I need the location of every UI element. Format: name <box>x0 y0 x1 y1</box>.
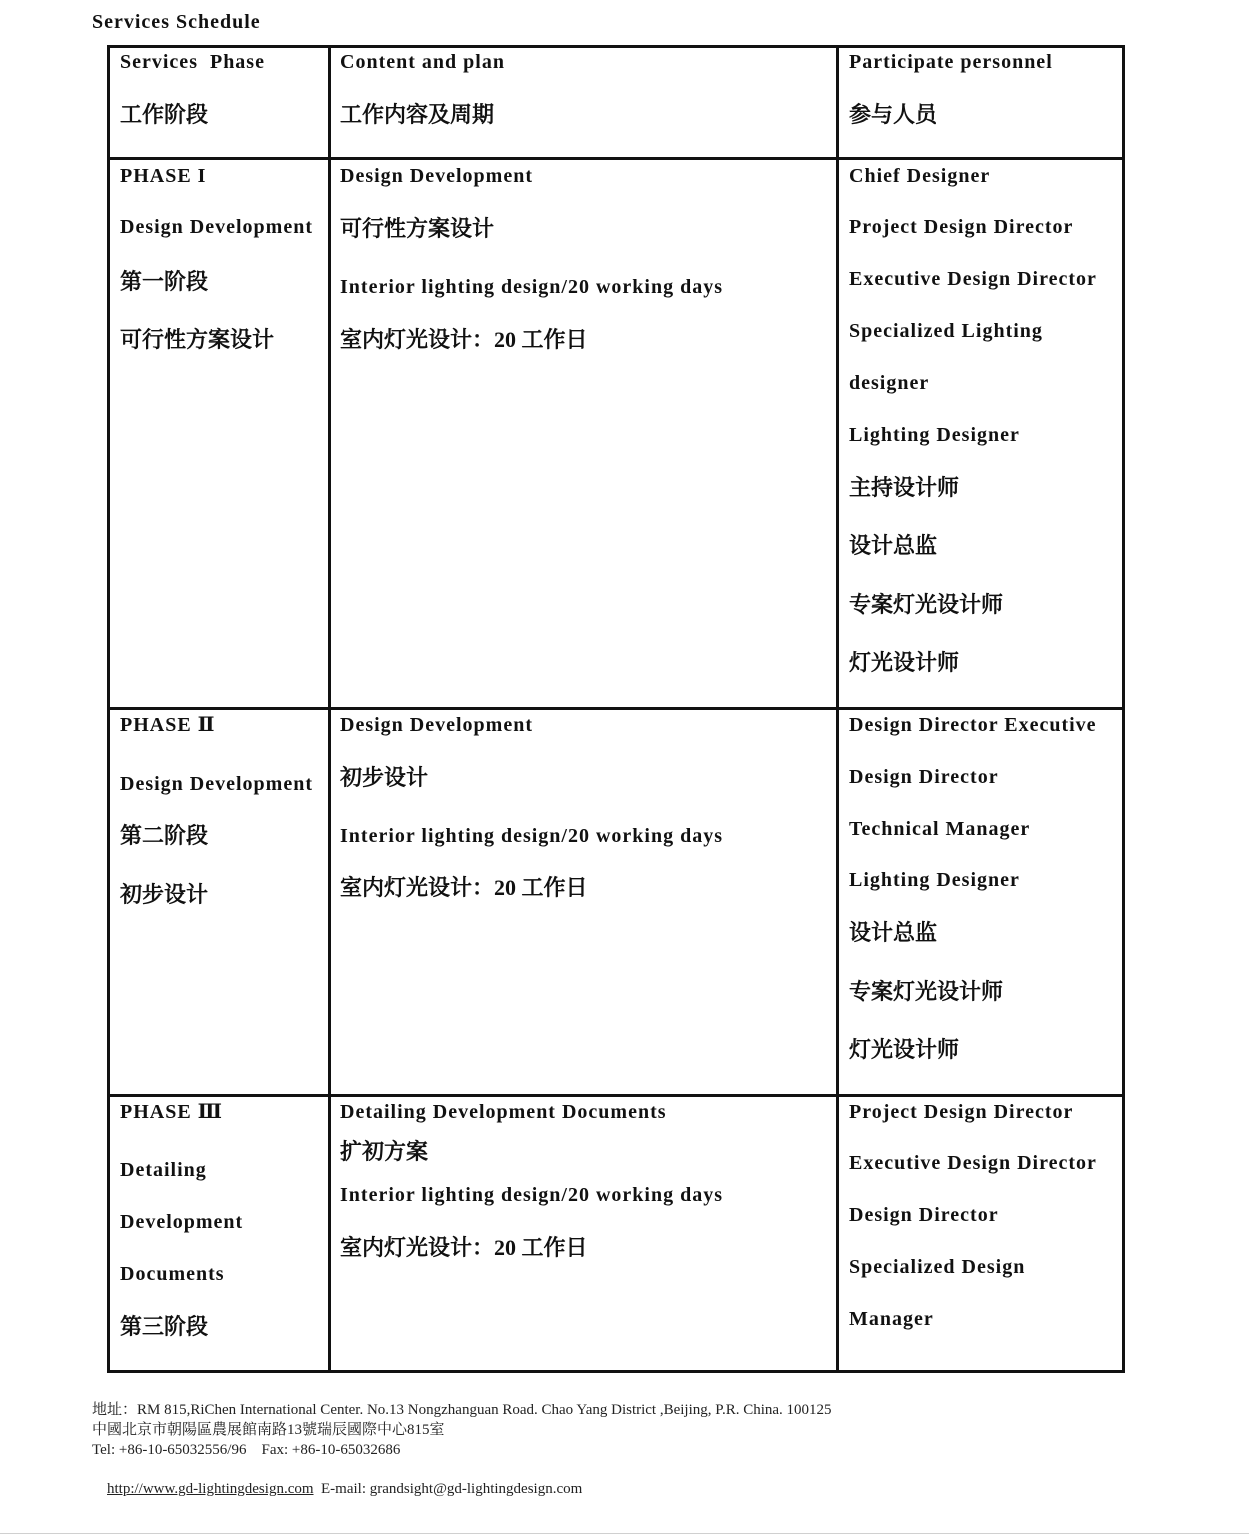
personnel-item-zh: 灯光设计师 <box>849 1037 960 1062</box>
header-content-en: Content and plan <box>340 51 505 73</box>
personnel-item: Executive Design Director <box>849 1152 1097 1174</box>
page-title: Services Schedule <box>92 11 261 33</box>
phase-name: Detailing <box>120 1159 207 1181</box>
content-plan: Interior lighting design/20 working days <box>340 825 724 847</box>
personnel-item: Design Director <box>849 1204 999 1226</box>
phase-name: Design Development <box>120 773 313 795</box>
content-plan-zh: 室内灯光设计：20 工作日 <box>340 875 588 900</box>
personnel-item: Technical Manager <box>849 818 1031 840</box>
phase-label-zh: 第三阶段 <box>120 1314 209 1339</box>
personnel-item: Project Design Director <box>849 1101 1074 1123</box>
content-title: Detailing Development Documents <box>340 1101 667 1123</box>
row-1-content-cell <box>329 158 838 708</box>
content-title-zh: 可行性方案设计 <box>340 216 495 241</box>
content-plan: Interior lighting design/20 working days <box>340 1184 724 1206</box>
phase-label: PHASE Ⅱ <box>120 714 216 736</box>
personnel-item: Manager <box>849 1308 934 1330</box>
header-phase-zh: 工作阶段 <box>120 102 209 127</box>
personnel-item-zh: 专案灯光设计师 <box>849 979 1004 1004</box>
header-personnel-zh: 参与人员 <box>849 102 938 127</box>
header-personnel-en: Participate personnel <box>849 51 1053 73</box>
personnel-item: Specialized Lighting <box>849 320 1043 342</box>
header-phase-en: Services Phase <box>120 51 265 73</box>
personnel-item: Design Director Executive <box>849 714 1097 736</box>
header-cell-content <box>329 45 838 158</box>
content-title: Design Development <box>340 165 533 187</box>
row-2-phase-cell <box>107 708 329 1095</box>
personnel-item-zh: 设计总监 <box>849 533 938 558</box>
personnel-item: Chief Designer <box>849 165 991 187</box>
phase-label-zh: 第一阶段 <box>120 269 209 294</box>
personnel-item: Design Director <box>849 766 999 788</box>
row-1-phase-cell <box>107 158 329 708</box>
content-plan-zh: 室内灯光设计：20 工作日 <box>340 1235 588 1260</box>
content-plan: Interior lighting design/20 working days <box>340 276 724 298</box>
email-text: E-mail: grandsight@gd-lightingdesign.com <box>313 1481 583 1497</box>
content-title-zh: 初步设计 <box>340 765 429 790</box>
phase-name-zh: 初步设计 <box>120 882 209 907</box>
footer-address-zh: 中國北京市朝陽區農展館南路13號瑞辰國際中心815室 <box>92 1422 445 1438</box>
footer-contact-line <box>92 1459 582 1519</box>
personnel-item-zh: 主持设计师 <box>849 475 960 500</box>
personnel-item: designer <box>849 372 930 394</box>
row-2-content-cell <box>329 708 838 1095</box>
personnel-item-zh: 设计总监 <box>849 920 938 945</box>
content-title-zh: 扩初方案 <box>340 1139 429 1164</box>
personnel-item: Executive Design Director <box>849 268 1097 290</box>
personnel-item: Specialized Design <box>849 1256 1026 1278</box>
row-3-personnel-cell <box>838 1095 1124 1372</box>
phase-label-zh: 第二阶段 <box>120 823 209 848</box>
header-cell-personnel <box>838 45 1124 158</box>
phase-name: Documents <box>120 1263 225 1285</box>
phase-label: PHASE Ⅲ <box>120 1101 224 1123</box>
website-link[interactable]: http://www.gd-lightingdesign.com <box>107 1481 314 1497</box>
row-1-personnel-cell <box>838 158 1124 708</box>
phase-name: Design Development <box>120 216 313 238</box>
content-plan-zh: 室内灯光设计：20 工作日 <box>340 327 588 352</box>
phase-label: PHASE I <box>120 165 207 187</box>
row-3-content-cell <box>329 1095 838 1372</box>
row-3-phase-cell <box>107 1095 329 1372</box>
phase-name-zh: 可行性方案设计 <box>120 327 275 352</box>
personnel-item: Lighting Designer <box>849 424 1020 446</box>
content-title: Design Development <box>340 714 533 736</box>
personnel-item: Lighting Designer <box>849 869 1020 891</box>
footer-phone-fax: Tel: +86-10-65032556/96 Fax: +86-10-65032686 <box>92 1442 401 1458</box>
page-bottom-rule <box>0 1533 1249 1534</box>
personnel-item: Project Design Director <box>849 216 1074 238</box>
personnel-item-zh: 专案灯光设计师 <box>849 592 1004 617</box>
personnel-item-zh: 灯光设计师 <box>849 650 960 675</box>
phase-name: Development <box>120 1211 244 1233</box>
header-cell-phase <box>107 45 329 158</box>
footer-address-en: 地址：RM 815,RiChen International Center. No.13 Nongzhanguan Road. Chao Yang District ,Beijing, P.R. China. 100125 <box>92 1402 832 1418</box>
row-2-personnel-cell <box>838 708 1124 1095</box>
header-content-zh: 工作内容及周期 <box>340 102 495 127</box>
